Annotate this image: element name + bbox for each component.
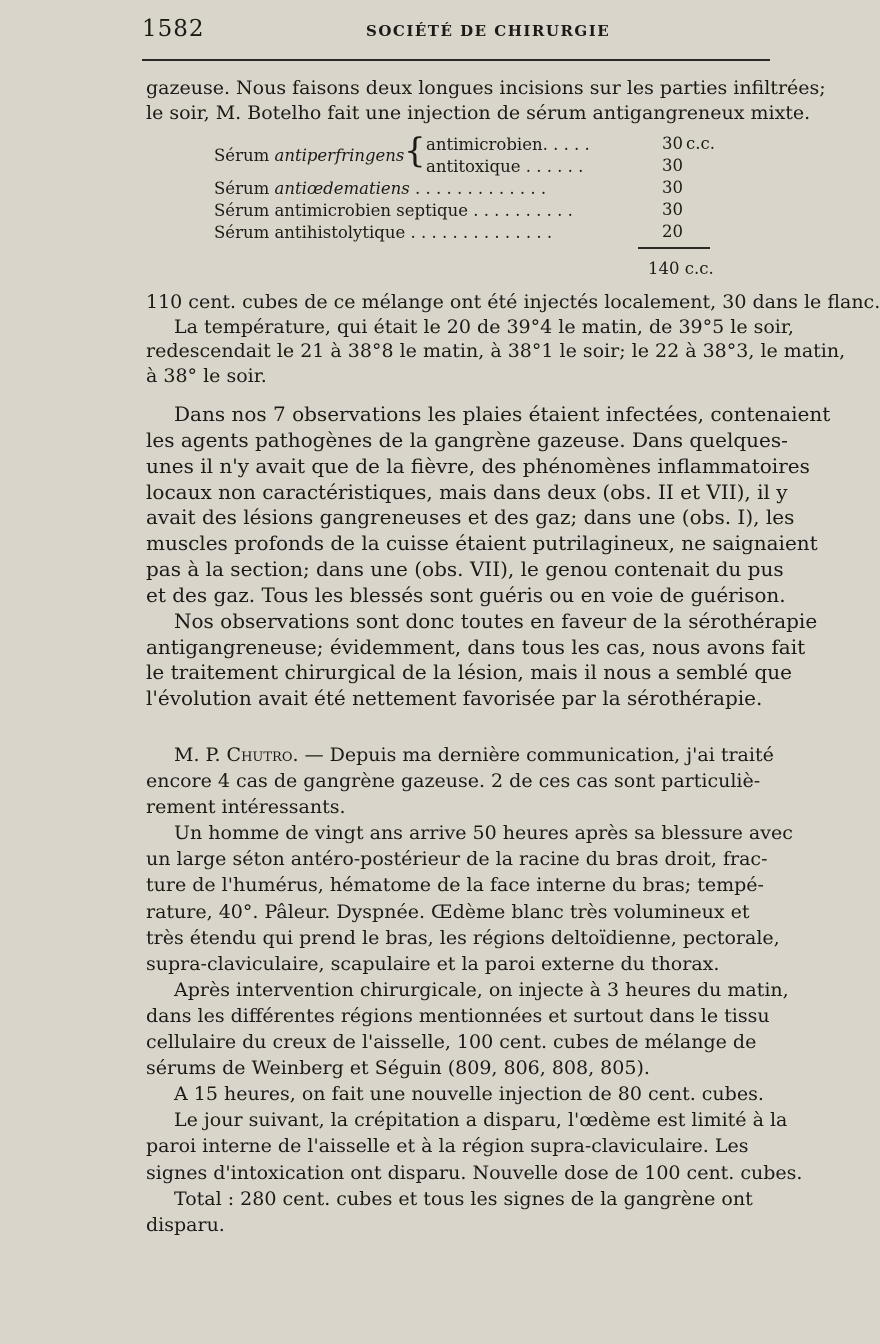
text-line: encore 4 cas de gangrène gazeuse. 2 de ces cas sont particuliè- bbox=[146, 770, 761, 793]
text-line: signes d'intoxication ont disparu. Nouvelle dose de 100 cent. cubes. bbox=[146, 1161, 803, 1184]
text-line: ture de l'humérus, hématome de la face interne du bras; tempé- bbox=[146, 874, 764, 897]
text-line: un large séton antéro-postérieur de la racine du bras droit, frac- bbox=[146, 848, 768, 871]
text-line: dans les différentes régions mentionnées et surtout dans le tissu bbox=[146, 1004, 770, 1027]
serum-row-value: 30 bbox=[662, 134, 683, 153]
paragraph bbox=[146, 402, 831, 712]
text-line: le traitement chirurgical de la lésion, mais il nous a semblé que bbox=[146, 660, 792, 685]
text-line: à 38° le soir. bbox=[146, 364, 267, 387]
header-rule bbox=[142, 59, 770, 61]
speaker-name: Chutro bbox=[226, 744, 293, 766]
text-line: supra-claviculaire, scapulaire et la paroi externe du thorax. bbox=[146, 952, 720, 975]
paragraph bbox=[146, 742, 803, 1238]
text-line: les agents pathogènes de la gangrène gazeuse. Dans quelques- bbox=[146, 427, 788, 452]
text-line: sérums de Weinberg et Séguin (809, 806, 808, 805). bbox=[146, 1057, 650, 1080]
text-line: paroi interne de l'aisselle et à la région supra-claviculaire. Les bbox=[146, 1135, 749, 1158]
text-line: rature, 40°. Pâleur. Dyspnée. Œdème blanc très volumineux et bbox=[146, 900, 750, 923]
serum-row-label: Sérum antiœdematiens . . . . . . . . . . . . . bbox=[214, 179, 547, 198]
text-line: Un homme de vingt ans arrive 50 heures après sa blessure avec bbox=[174, 822, 793, 845]
text-line: A 15 heures, on fait une nouvelle injection de 80 cent. cubes. bbox=[174, 1083, 764, 1106]
text-line: cellulaire du creux de l'aisselle, 100 cent. cubes de mélange de bbox=[146, 1031, 757, 1054]
text-line: Total : 280 cent. cubes et tous les signes de la gangrène ont bbox=[174, 1187, 753, 1210]
serum-row-value: 30 bbox=[662, 156, 683, 175]
text-line: et des gaz. Tous les blessés sont guéris ou en voie de guérison. bbox=[146, 582, 786, 607]
sum-rule bbox=[638, 247, 710, 249]
serum-row-value: 20 bbox=[662, 222, 683, 241]
serum-row-label: Sérum antihistolytique . . . . . . . . . . . . . . bbox=[214, 223, 553, 242]
text-line: muscles profonds de la cuisse étaient putrilagineux, ne saignaient bbox=[146, 531, 818, 556]
text-line: l'évolution avait été nettement favorisée par la sérothérapie. bbox=[146, 686, 763, 711]
text-line: 110 cent. cubes de ce mélange ont été injectés localement, 30 dans le flanc. bbox=[146, 291, 880, 313]
paragraph bbox=[146, 290, 880, 388]
text-line: antigangreneuse; évidemment, dans tous les cas, nous avons fait bbox=[146, 634, 806, 659]
serum-row-unit: c.c. bbox=[686, 134, 715, 153]
text-line: La température, qui était le 20 de 39°4 le matin, de 39°5 le soir, bbox=[174, 315, 794, 338]
serum-group-label-italic: antiperfringens bbox=[274, 146, 405, 165]
page-header bbox=[0, 14, 800, 48]
text-line: avait des lésions gangreneuses et des gaz; dans une (obs. I), les bbox=[146, 505, 795, 530]
serum-total: 140 c.c. bbox=[648, 259, 714, 278]
text-line: redescendait le 21 à 38°8 le matin, à 38°1 le soir; le 22 à 38°3, le matin, bbox=[146, 340, 846, 362]
text-line: le soir, M. Botelho fait une injection de sérum antigangreneux mixte. bbox=[146, 101, 811, 124]
serum-row-label: antitoxique . . . . . . bbox=[426, 157, 584, 176]
text-line: unes il n'y avait que de la fièvre, des phénomènes inflammatoires bbox=[146, 453, 810, 478]
left-brace: { bbox=[404, 131, 426, 171]
serum-group-label: Sérum antiperfringens bbox=[214, 146, 405, 165]
text-line: très étendu qui prend le bras, les régions deltoïdienne, pectorale, bbox=[146, 926, 780, 949]
text-line: pas à la section; dans une (obs. VII), le genou contenait du pus bbox=[146, 557, 784, 582]
text-line: rement intéressants. bbox=[146, 796, 346, 819]
text-line: Après intervention chirurgicale, on injecte à 3 heures du matin, bbox=[174, 978, 789, 1001]
page-number: 1582 bbox=[142, 16, 205, 42]
serum-row-value: 30 bbox=[662, 200, 683, 219]
text-line: Le jour suivant, la crépitation a disparu, l'œdème est limité à la bbox=[174, 1109, 788, 1132]
text-line: locaux non caractéristiques, mais dans deux (obs. II et VII), il y bbox=[146, 479, 788, 504]
text-line: Dans nos 7 observations les plaies étaient infectées, contenaient bbox=[174, 402, 831, 426]
text-line: gazeuse. Nous faisons deux longues incisions sur les parties infiltrées; bbox=[146, 77, 826, 99]
running-title: SOCIÉTÉ DE CHIRURGIE bbox=[366, 22, 611, 40]
text-line: disparu. bbox=[146, 1213, 225, 1236]
serum-row-value: 30 bbox=[662, 178, 683, 197]
text-line: M. P. Chutro. — Depuis ma dernière communication, j'ai traité bbox=[174, 744, 774, 766]
serum-row-label: antimicrobien. . . . . bbox=[426, 135, 590, 154]
text-line: Nos observations sont donc toutes en faveur de la sérothérapie bbox=[174, 608, 818, 633]
serum-row-label: Sérum antimicrobien septique . . . . . . . . . . bbox=[214, 201, 573, 220]
intro-paragraph bbox=[146, 76, 826, 125]
